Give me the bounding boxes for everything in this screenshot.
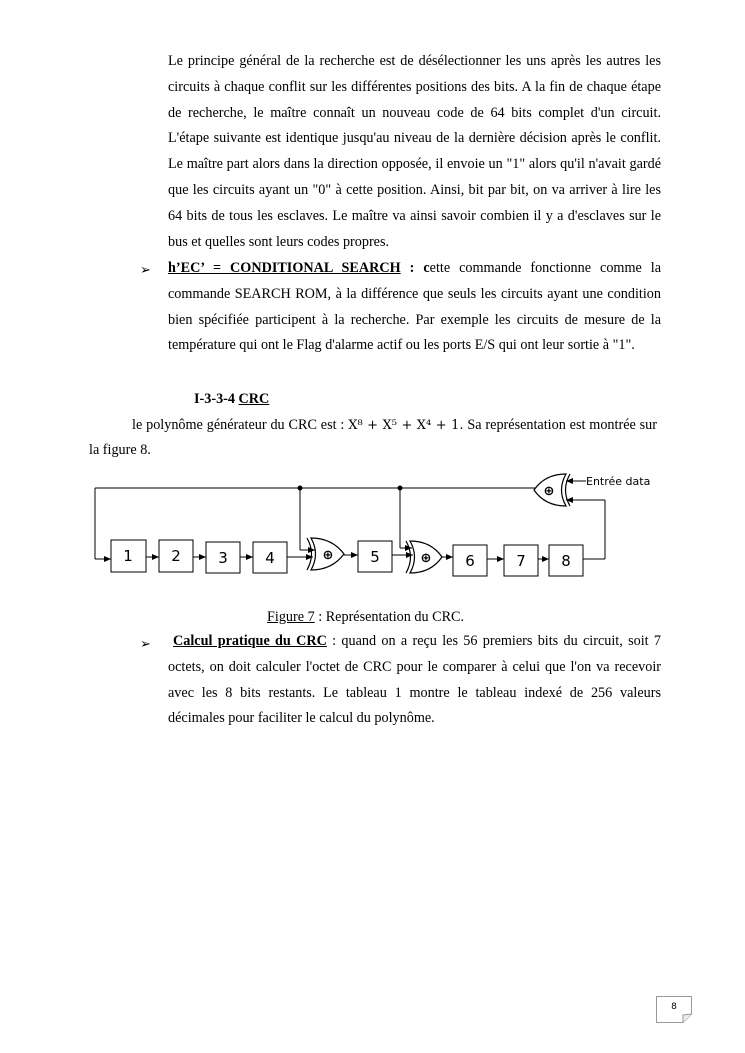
register-4-label: 4: [265, 549, 275, 567]
conditional-search-paragraph: [168, 256, 661, 359]
conditional-search-first-letter: c: [423, 260, 430, 276]
section-title: CRC: [238, 391, 270, 407]
conditional-search-title: h’EC’ = CONDITIONAL SEARCH: [168, 260, 401, 276]
page-number: 8: [671, 1002, 677, 1012]
junction-dot-2: [398, 486, 403, 491]
crc-text-before: le polynôme générateur du CRC est :: [132, 417, 349, 433]
xor-input-icon: ⊕: [543, 484, 555, 499]
conditional-search-text: ette commande fonctionne comme la commande SEARCH ROM, à la différence que seuls les circuits ayant une condition bien spécifiée participent à la recherche. Par exemple les circuits de mesure de la température qui ont le Flag d'alarme actif ou les ports E/S qui ont leur sortie à "1".: [168, 260, 661, 354]
crc-text-after: Sa représentation est montrée sur la figure 8.: [89, 417, 658, 458]
crc-calculation-text: : quand on a reçu les 56 premiers bits du circuit, soit 7 octets, on doit calculer l'octet de CRC pour le comparer à celui que l'on va recevoir avec les 8 bits restants. Le tableau 1 montre le tableau indexé de 256 valeurs décimales pour faciliter le calcul du polynôme.: [168, 633, 661, 727]
figure-caption-text: : Représentation du CRC.: [314, 609, 465, 625]
register-1-label: 1: [123, 547, 133, 565]
intro-paragraph: Le principe général de la recherche est de désélectionner les uns après les autres les circuits à chaque conflit sur les différentes positions des bits. A la fin de chaque étape de recherche, le maître connaît un nouveau code de 64 bits complet d'un circuit. L'étape suivante est identique jusqu'au niveau de la dernière décision après le conflit. Le maître part alors dans la direction opposée, il envoie un "1" alors qu'il n'avait gardé que les circuits ayant un "0" à cette position. Ainsi, bit par bit, on va arriver à lire les 64 bits de tous les esclaves. Le maître va ainsi savoir combien il y a d'esclaves sur le bus et quelles sont leurs codes propres.: [168, 53, 661, 250]
figure-caption-label: Figure 7: [267, 609, 315, 625]
register-3-label: 3: [218, 549, 228, 567]
crc-calculation-paragraph: [168, 629, 661, 732]
register-7-label: 7: [516, 552, 526, 570]
xor-gate-2-back: [406, 541, 411, 573]
register-8-label: 8: [561, 552, 571, 570]
crc-diagram: [90, 468, 660, 583]
xor-1-icon: ⊕: [322, 548, 334, 563]
register-6-label: 6: [465, 552, 475, 570]
figure-caption: [267, 607, 464, 627]
bullet-arrow-icon: ➢: [140, 262, 151, 277]
section-number: I-3-3-4: [194, 391, 235, 407]
crc-paragraph: [89, 413, 657, 463]
junction-dot-1: [298, 486, 303, 491]
xor-gate-input-back: [566, 474, 571, 506]
register-5-label: 5: [370, 548, 380, 566]
bullet-arrow-icon: ➢: [140, 636, 151, 651]
input-data-label: Entrée data: [586, 475, 651, 488]
register-2-label: 2: [171, 547, 181, 565]
section-heading: [194, 389, 269, 409]
crc-calculation-title: Calcul pratique du CRC: [173, 633, 327, 649]
xor-2-icon: ⊕: [420, 551, 432, 566]
conditional-search-colon: :: [400, 260, 424, 276]
xor-gate-1-back: [307, 538, 312, 570]
crc-polynomial: X⁸ + X⁵ + X⁴ + 1.: [348, 418, 464, 433]
page-number-box: [656, 996, 692, 1023]
